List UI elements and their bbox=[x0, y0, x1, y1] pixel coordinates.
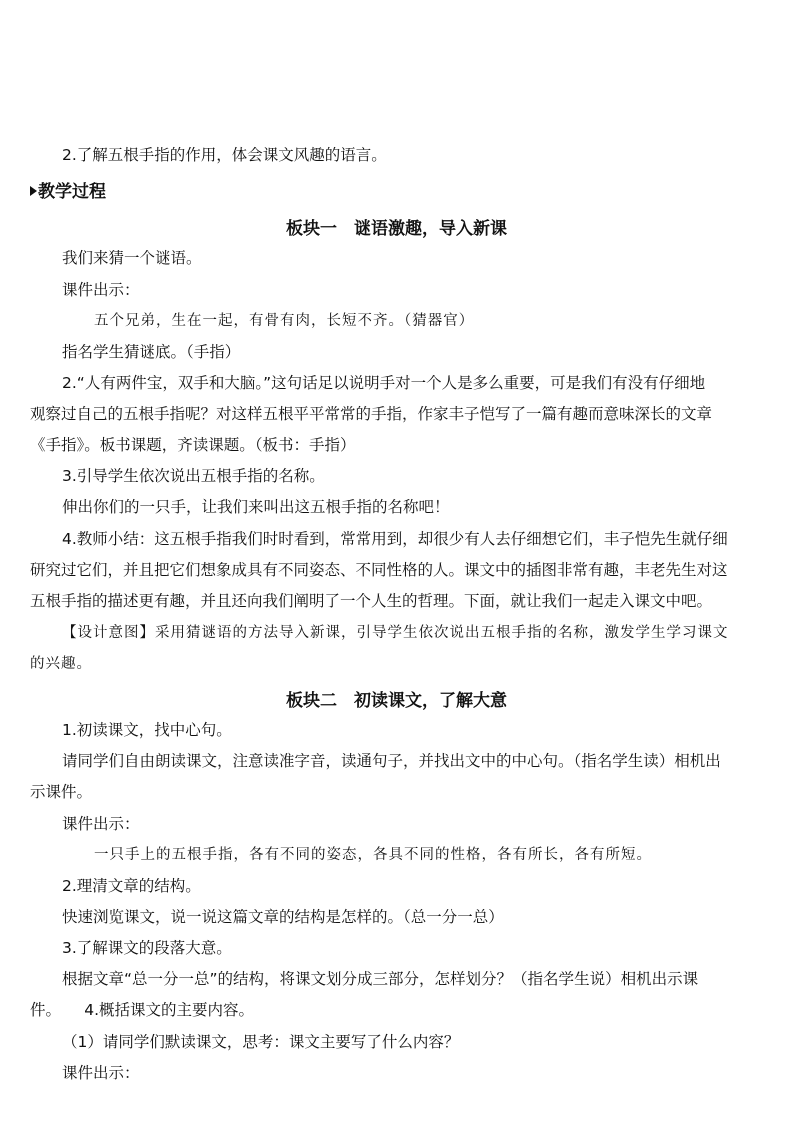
paragraph-line: 1.初读课文，找中心句。 bbox=[62, 721, 232, 739]
section-heading bbox=[30, 177, 106, 202]
paragraph-line: 2.理清文章的结构。 bbox=[62, 877, 201, 895]
section-title: 教学过程 bbox=[38, 182, 106, 202]
paragraph-line: （1）请同学们默读课文，思考：课文主要写了什么内容？ bbox=[62, 1033, 460, 1051]
paragraph-line: 课件出示： bbox=[62, 1064, 140, 1082]
paragraph-line: 4.教师小结：这五根手指我们时时看到，常常用到，却很少有人去仔细想它们，丰子恺先生就仔细 bbox=[62, 530, 728, 548]
objective-line: 2.了解五根手指的作用，体会课文风趣的语言。 bbox=[62, 146, 387, 164]
triangle-bullet-icon bbox=[30, 186, 37, 196]
paragraph-line: 指名学生猜谜底。（手指） bbox=[62, 343, 241, 361]
paragraph-line: 课件出示： bbox=[62, 815, 140, 833]
block2-title: 板块二 初读课文，了解大意 bbox=[286, 691, 507, 711]
paragraph-line: 根据文章“总一分一总”的结构，将课文划分成三部分，怎样划分？（指名学生说）相机出示课 bbox=[62, 970, 699, 988]
central-sentence-quote: 一只手上的五根手指，各有不同的姿态，各具不同的性格，各有所长，各有所短。 bbox=[94, 847, 652, 863]
paragraph-line: 2.“人有两件宝，双手和大脑。”这句话足以说明手对一个人是多么重要，可是我们有没有仔细地 bbox=[62, 374, 706, 392]
design-intent-line: 的兴趣。 bbox=[30, 656, 92, 672]
paragraph-line: 五根手指的描述更有趣，并且还向我们阐明了一个人生的哲理。下面，就让我们一起走入课文中吧。 bbox=[30, 592, 713, 610]
paragraph-line: 请同学们自由朗读课文，注意读准字音，读通句子，并找出文中的中心句。（指名学生读）相机出 bbox=[62, 752, 721, 770]
paragraph-line: 观察过自己的五根手指呢？对这样五根平平常常的手指，作家丰子恺写了一篇有趣而意味深长的文章 bbox=[30, 405, 713, 423]
paragraph-line: 伸出你们的一只手，让我们来叫出这五根手指的名称吧！ bbox=[62, 498, 450, 516]
paragraph-line: 快速浏览课文，说一说这篇文章的结构是怎样的。（总一分一总） bbox=[62, 908, 504, 926]
paragraph-line: 课件出示： bbox=[62, 281, 140, 299]
paragraph-line: 件。 4.概括课文的主要内容。 bbox=[30, 1001, 255, 1019]
paragraph-line: 3.了解课文的段落大意。 bbox=[62, 939, 232, 957]
paragraph-line: 研究过它们，并且把它们想象成具有不同姿态、不同性格的人。课文中的插图非常有趣，丰老先生对这 bbox=[30, 561, 728, 579]
paragraph-line: 《手指》。板书课题，齐读课题。（板书：手指） bbox=[30, 436, 356, 454]
paragraph-line: 我们来猜一个谜语。 bbox=[62, 249, 202, 267]
paragraph-line: 示课件。 bbox=[30, 783, 93, 801]
block1-title: 板块一 谜语激趣，导入新课 bbox=[286, 219, 507, 239]
paragraph-line: 3.引导学生依次说出五根手指的名称。 bbox=[62, 467, 325, 485]
design-intent-line: 【设计意图】采用猜谜语的方法导入新课，引导学生依次说出五根手指的名称，激发学生学习课文 bbox=[62, 625, 729, 641]
riddle-quote: 五个兄弟，生在一起，有骨有肉，长短不齐。（猜器官） bbox=[94, 313, 475, 329]
